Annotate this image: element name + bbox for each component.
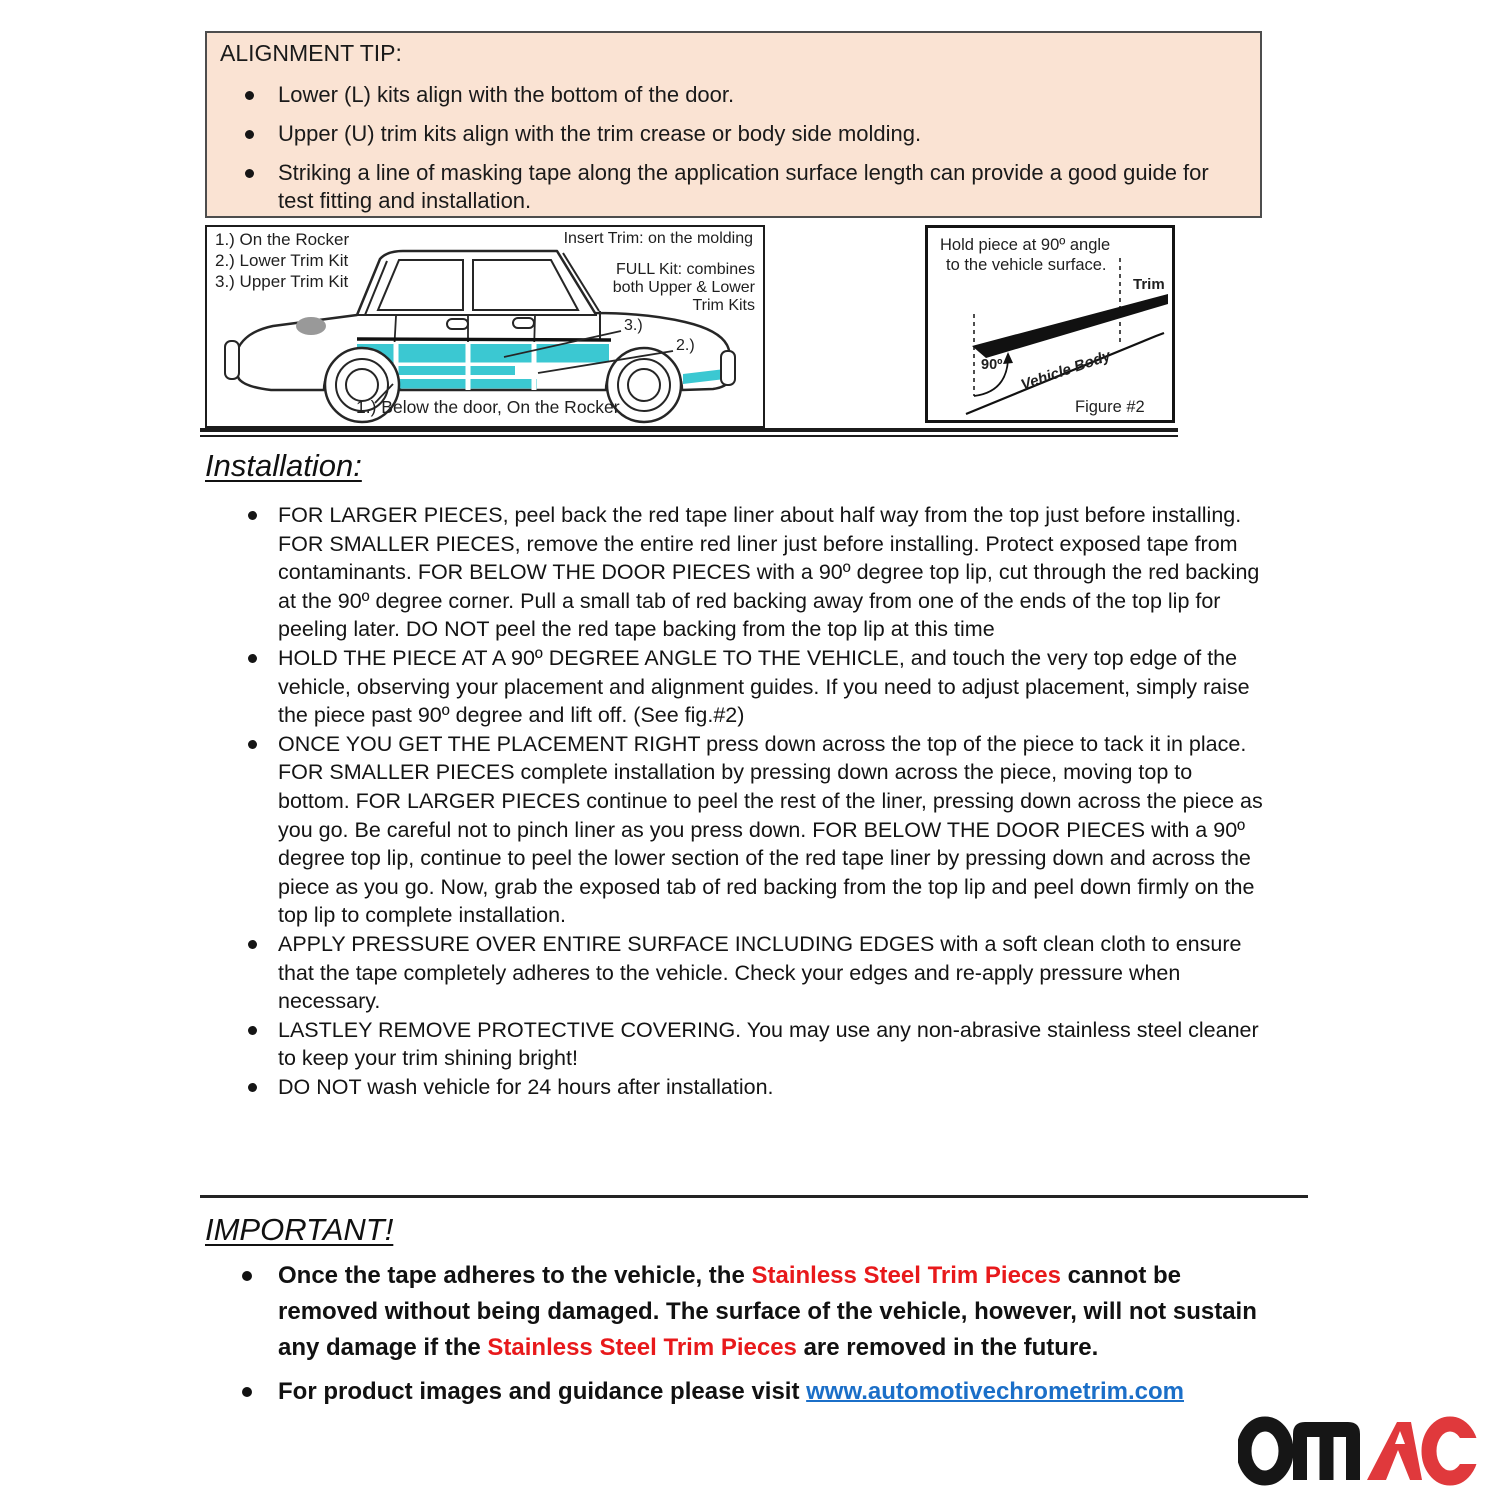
section-divider — [200, 1195, 1308, 1198]
car-diagram — [207, 227, 763, 426]
callout-2-label: 2.) — [676, 337, 695, 354]
angle-figure — [925, 225, 1175, 423]
installation-heading: Installation: — [205, 448, 362, 483]
legend-line-3: 3.) Upper Trim Kit — [215, 272, 349, 291]
important-text: Once the tape adheres to the vehicle, the — [278, 1262, 752, 1289]
angle-label: 90º — [981, 357, 1003, 373]
alignment-tip-box — [205, 31, 1262, 218]
stainless-steel-highlight: Stainless Steel Trim Pieces — [487, 1334, 797, 1361]
full-kit-line-2: both Upper & Lower — [612, 279, 755, 296]
important-text: are removed in the future. — [796, 1334, 1099, 1361]
logo-letter-m — [1293, 1422, 1360, 1480]
figure-2-label: Figure #2 — [1075, 398, 1145, 416]
door-handle — [513, 318, 534, 328]
angle-diagram — [928, 228, 1172, 420]
installation-step: APPLY PRESSURE OVER ENTIRE SURFACE INCLUDING EDGES with a soft clean cloth to ensure that the tape completely adheres to the vehicle. Check your edges and re-apply pressure when necessary. — [205, 930, 1268, 1016]
alignment-tip-title: ALIGNMENT TIP: — [220, 40, 402, 66]
full-kit-line-1: FULL Kit: combines — [615, 261, 755, 278]
vehicle-body-label: Vehicle Body — [1018, 347, 1113, 394]
installation-list — [205, 501, 1268, 1101]
omac-logo — [1238, 1404, 1478, 1496]
tip-item: Lower (L) kits align with the bottom of the door. — [245, 81, 1228, 109]
full-kit-line-3: Trim Kits — [692, 297, 755, 314]
installation-step: DO NOT wash vehicle for 24 hours after installation. — [205, 1073, 1268, 1102]
fig2-caption-1: Hold piece at 90º angle — [940, 236, 1111, 254]
stainless-steel-highlight: Stainless Steel Trim Pieces — [751, 1262, 1061, 1289]
door-handle — [447, 319, 468, 329]
important-text: For product images and guidance please visit — [278, 1378, 807, 1405]
insert-trim-label: Insert Trim: on the molding — [563, 230, 753, 247]
installation-step: LASTLEY REMOVE PROTECTIVE COVERING. You may use any non-abrasive stainless steel cleaner to keep your trim shining bright! — [205, 1016, 1268, 1073]
hood-highlight — [296, 317, 326, 335]
tip-item: Striking a line of masking tape along the application surface length can provide a good guide for test fitting and installation. — [245, 159, 1228, 215]
arrowhead — [1003, 352, 1013, 364]
car-trim-figure — [205, 225, 765, 428]
tip-item: Upper (U) trim kits align with the trim crease or body side molding. — [245, 120, 1228, 148]
important-item — [205, 1374, 1275, 1410]
trim-piece — [972, 294, 1168, 358]
callout-1-label: 1.) Below the door, On the Rocker — [356, 397, 620, 417]
important-list — [205, 1258, 1275, 1410]
legend-line-2: 2.) Lower Trim Kit — [215, 251, 349, 270]
rear-bumper — [721, 351, 735, 385]
callout-3-label: 3.) — [624, 317, 643, 334]
trim-label: Trim — [1133, 276, 1165, 293]
molding-line — [357, 339, 611, 340]
legend-line-1: 1.) On the Rocker — [215, 230, 350, 249]
installation-step: HOLD THE PIECE AT A 90º DEGREE ANGLE TO THE VEHICLE, and touch the very top edge of the vehicle, observing your placement and alignment guides. If you need to adjust placement, simply raise the piece past 90º degree and lift off. (See fig.#2) — [205, 644, 1268, 730]
important-text: cannot be removed without being damaged. The surface of the vehicle, however, will not sustain any damage if the — [278, 1262, 1257, 1361]
front-bumper — [225, 341, 239, 379]
omac-logo-graphic — [1238, 1404, 1478, 1496]
chrometrim-website-link[interactable]: www.automotivechrometrim.com — [806, 1378, 1184, 1405]
seam-gap — [466, 342, 471, 390]
important-item — [205, 1258, 1275, 1366]
important-heading: IMPORTANT! — [205, 1212, 394, 1247]
alignment-tip-list — [245, 81, 1260, 215]
logo-letter-o — [1244, 1424, 1286, 1478]
logo-letter-c — [1429, 1424, 1478, 1478]
figure-bottom-rule — [200, 428, 1178, 437]
logo-letter-a — [1367, 1422, 1422, 1480]
installation-step: FOR LARGER PIECES, peel back the red tape liner about half way from the top just before installing. FOR SMALLER PIECES, remove the entire red liner just before installing. Protect exposed tape from contaminants. FOR BELOW THE DOOR PIECES with a 90º degree top lip, cut through the red backing at the 90º degree corner. Pull a small tab of red backing away from one of the ends of the top lip for peeling later. DO NOT peel the red tape backing from the top lip at this time — [205, 501, 1268, 644]
fig2-caption-2: to the vehicle surface. — [946, 256, 1107, 274]
installation-step: ONCE YOU GET THE PLACEMENT RIGHT press down across the top of the piece to tack it in place. FOR SMALLER PIECES complete installation by pressing down across the piece, moving top to bottom. FOR LARGER PIECES continue to peel the rest of the liner, pressing down across the piece as you go. Be careful not to pinch liner as you press down. FOR BELOW THE DOOR PIECES with a 90º degree top lip, continue to peel the lower section of the red tape liner by pressing down and across the piece as you go. Now, grab the exposed tab of red backing from the top lip and peel down firmly on the top lip to complete installation. — [205, 730, 1268, 930]
